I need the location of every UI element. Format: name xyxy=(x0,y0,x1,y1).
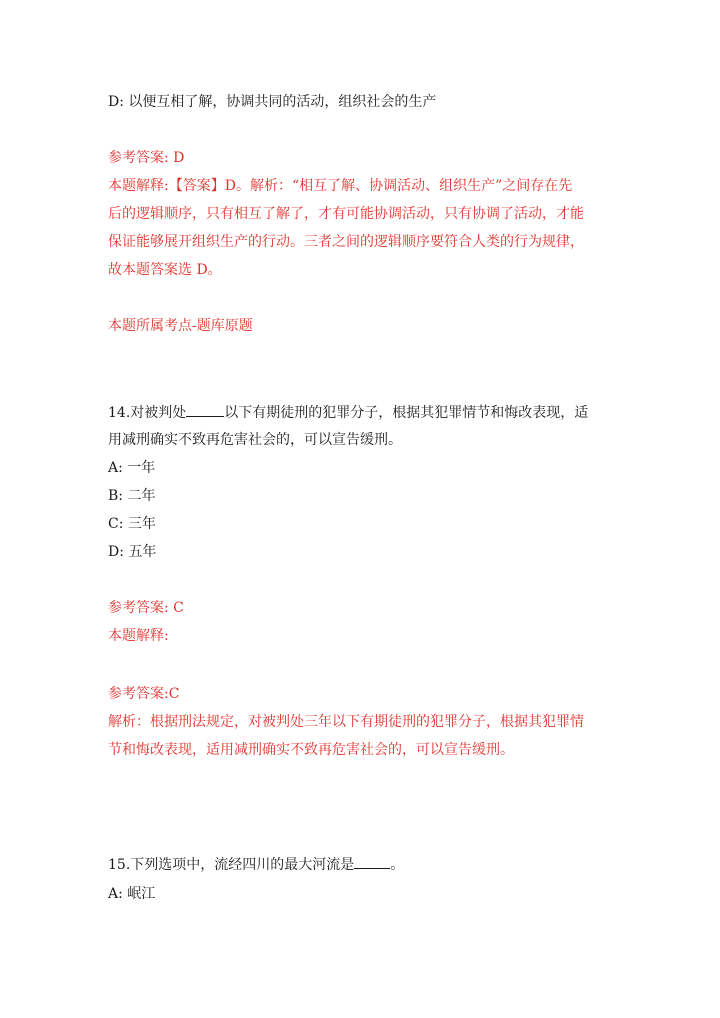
q14-analysis-line: 解析：根据刑法规定，对被判处三年以下有期徒刑的犯罪分子，根据其犯罪情 xyxy=(108,714,584,730)
q14-option-c: C: 三年 xyxy=(108,516,156,532)
q13-explanation-line: 保证能够展开组织生产的行动。三者之间的逻辑顺序要符合人类的行为规律， xyxy=(108,234,584,250)
q13-explanation-line: 本题解释:【答案】D。解析：“相互了解、协调活动、组织生产”之间存在先 xyxy=(108,178,573,194)
q13-category: 本题所属考点-题库原题 xyxy=(108,318,253,334)
q15-stem-part2: 。 xyxy=(390,857,405,873)
q14-stem-line1 xyxy=(108,402,612,422)
q15-option-a: A: 岷江 xyxy=(108,886,156,902)
q14-answer: 参考答案: C xyxy=(108,600,184,616)
q15-stem-part1: 15.下列选项中，流经四川的最大河流是 xyxy=(108,857,355,873)
q14-option-a: A: 一年 xyxy=(108,460,156,476)
q14-explanation-label: 本题解释: xyxy=(108,628,169,644)
q14-stem-line2: 用减刑确实不致再危害社会的，可以宣告缓刑。 xyxy=(108,432,402,448)
q14-answer-2: 参考答案:C xyxy=(108,686,180,702)
q13-option-d: D: 以便互相了解，协调共同的活动，组织社会的生产 xyxy=(108,94,437,110)
q13-explanation-line: 故本题答案选 D。 xyxy=(108,262,222,278)
q14-analysis-line: 节和悔改表现，适用减刑确实不致再危害社会的，可以宣告缓刑。 xyxy=(108,742,514,758)
q14-stem-part1: 14.对被判处 xyxy=(108,405,187,421)
q14-stem-part2: 以下有期徒刑的犯罪分子，根据其犯罪情节和悔改表现，适 xyxy=(224,405,589,421)
fill-blank xyxy=(354,854,390,869)
q13-answer: 参考答案: D xyxy=(108,150,185,166)
q15-stem xyxy=(108,854,612,874)
q14-option-d: D: 五年 xyxy=(108,544,157,560)
fill-blank xyxy=(186,402,224,417)
q13-explanation-line: 后的逻辑顺序，只有相互了解了，才有可能协调活动，只有协调了活动，才能 xyxy=(108,206,584,222)
q14-option-b: B: 二年 xyxy=(108,488,156,504)
